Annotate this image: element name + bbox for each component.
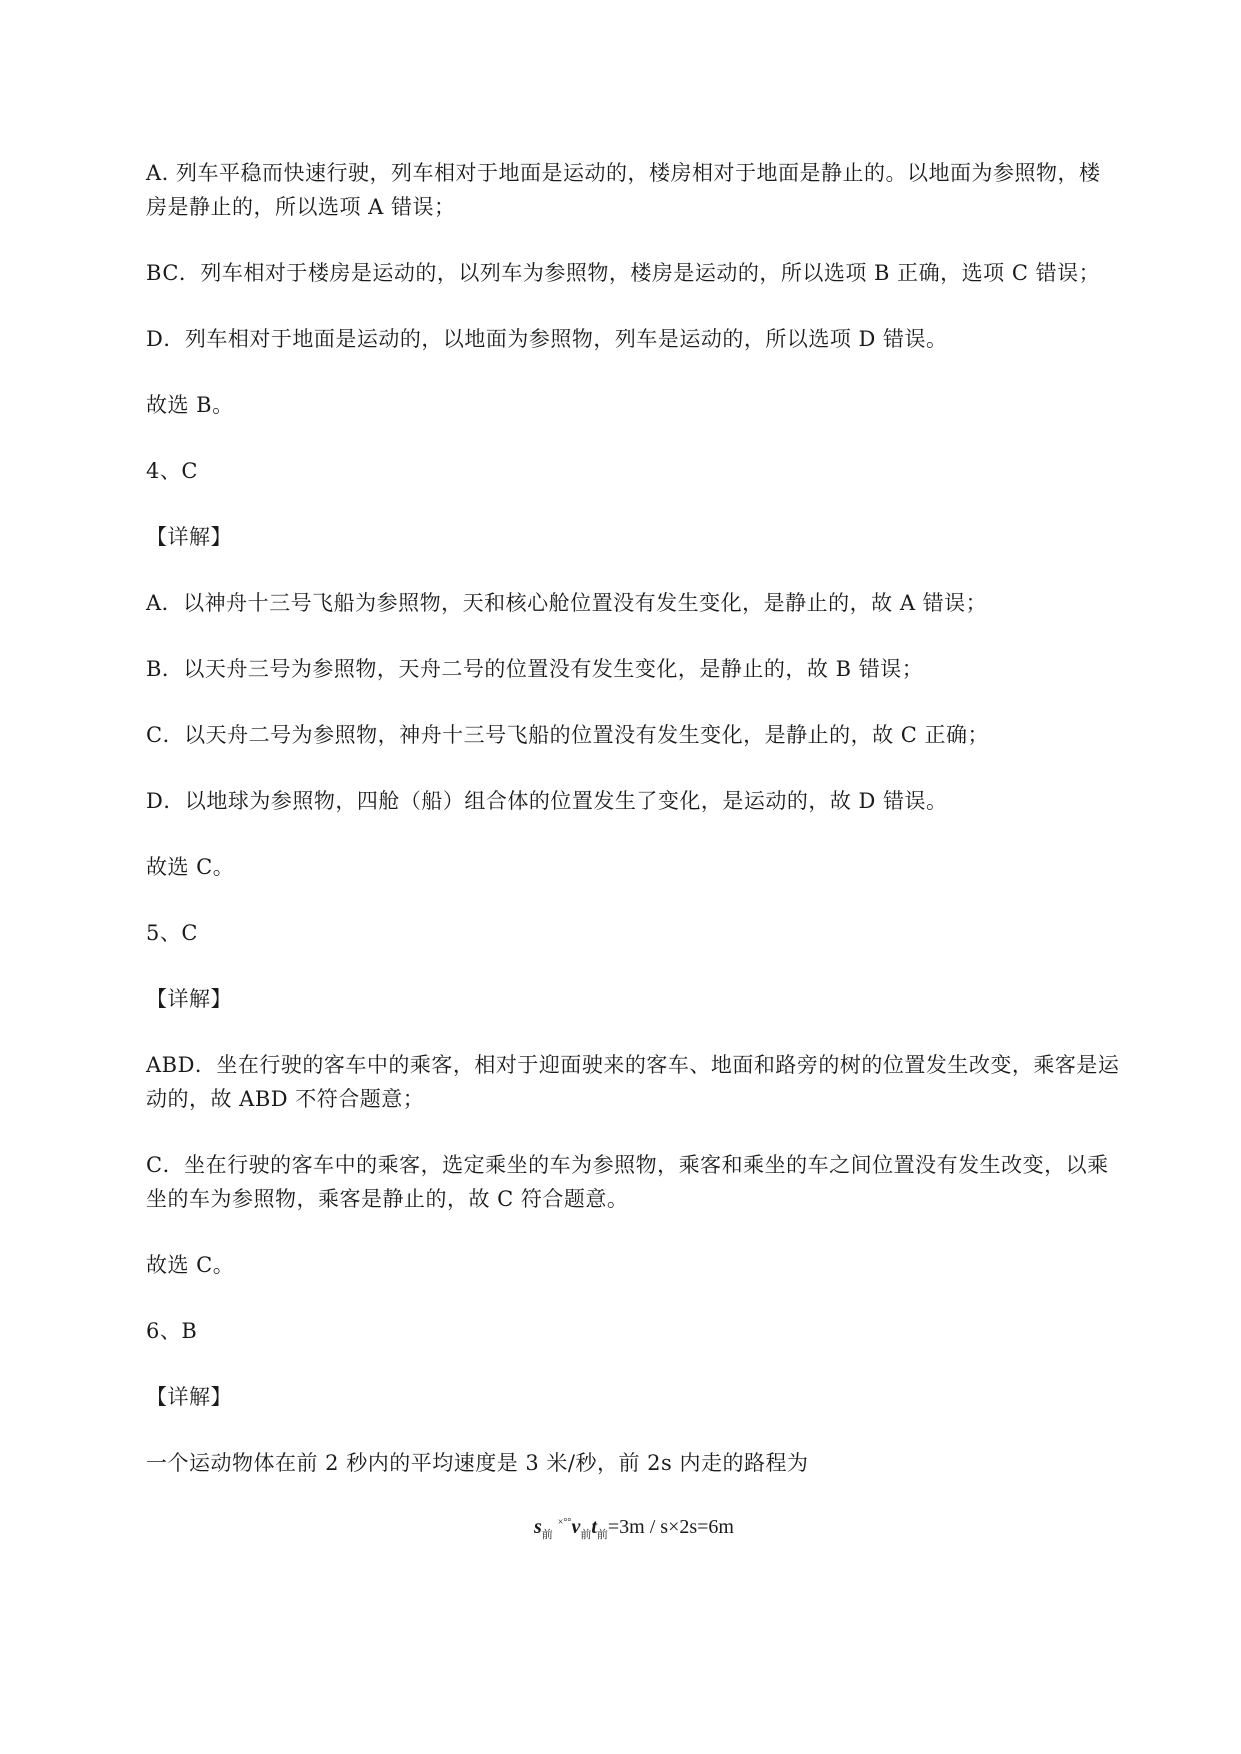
formula-v-sub: 前 <box>580 1529 592 1541</box>
text-line-2: 房是静止的，所以选项 A 错误； <box>146 195 456 219</box>
detail-heading-5: 【详解】 <box>146 987 232 1011</box>
text-line-4: D．列车相对于地面是运动的，以地面为参照物，列车是运动的，所以选项 D 错误。 <box>146 327 948 351</box>
text-line-19: 故选 C。 <box>146 1253 235 1277</box>
text-line-15: ABD．坐在行驶的客车中的乘客，相对于迎面驶来的客车、地面和路旁的树的位置发生改变，乘客是运 <box>146 1053 1120 1077</box>
formula-s-sub: 前 <box>541 1529 553 1541</box>
detail-heading-6: 【详解】 <box>146 1385 232 1409</box>
formula-v: v <box>571 1516 581 1538</box>
text-line-8: A．以神舟十三号飞船为参照物，天和核心舱位置没有发生变化，是静止的，故 A 错误； <box>146 591 988 615</box>
formula-t-sub: 前 <box>596 1529 608 1541</box>
answer-heading-6: 6、B <box>146 1319 198 1343</box>
text-line-16: 动的，故 ABD 不符合题意； <box>146 1087 425 1111</box>
formula-rhs: =3m / s×2s=6m <box>607 1516 734 1538</box>
text-line-22: 一个运动物体在前 2 秒内的平均速度是 3 米/秒，前 2s 内走的路程为 <box>146 1451 809 1475</box>
text-line-5: 故选 B。 <box>146 393 234 417</box>
text-line-10: C．以天舟二号为参照物，神舟十三号飞船的位置没有发生变化，是静止的，故 C 正确； <box>146 723 989 747</box>
text-line-3: BC．列车相对于楼房是运动的，以列车为参照物，楼房是运动的，所以选项 B 正确，选项 C 错误； <box>146 261 1101 285</box>
text-line-17: C．坐在行驶的客车中的乘客，选定乘坐的车为参照物，乘客和乘坐的车之间位置没有发生改变，以乘 <box>146 1153 1109 1177</box>
text-line-9: B．以天舟三号为参照物，天舟二号的位置没有发生变化，是静止的，故 B 错误； <box>146 657 924 681</box>
text-line-12: 故选 C。 <box>146 855 235 879</box>
formula-s: s <box>534 1516 542 1538</box>
formula-t: t <box>591 1516 597 1538</box>
distance-formula <box>534 1510 734 1548</box>
text-line-18: 坐的车为参照物，乘客是静止的，故 C 符合题意。 <box>146 1187 629 1211</box>
answer-heading-5: 5、C <box>146 921 198 945</box>
detail-heading-4: 【详解】 <box>146 525 232 549</box>
text-line-11: D．以地球为参照物，四舱（船）组合体的位置发生了变化，是运动的，故 D 错误。 <box>146 789 948 813</box>
formula-mark: ×°° <box>557 1517 572 1528</box>
text-line-1: A. 列车平稳而快速行驶，列车相对于地面是运动的，楼房相对于地面是静止的。以地面为参照物，楼 <box>146 161 1101 185</box>
answer-heading-4: 4、C <box>146 459 198 483</box>
